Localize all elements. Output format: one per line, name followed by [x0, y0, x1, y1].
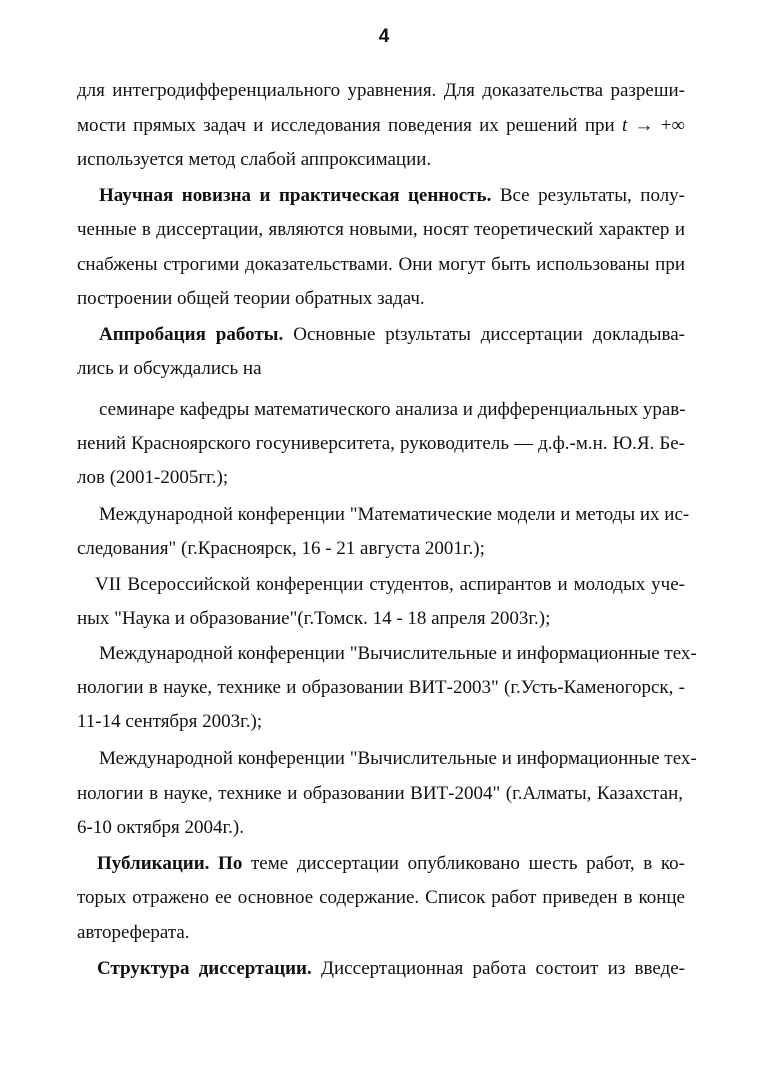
- text-line: ченные в диссертации, являются новыми, носят теоретический характер и: [77, 219, 685, 240]
- text-line: Международной конференции "Математические модели и методы их ис-: [99, 504, 690, 525]
- text-line: ных "Наука и образование"(г.Томск. 14 - 18 апреля 2003г.);: [77, 608, 551, 629]
- text-line: 11-14 сентября 2003г.);: [77, 711, 263, 732]
- text-line: автореферата.: [77, 922, 190, 943]
- text-line-with-math: [77, 114, 685, 138]
- text-line: 6-10 октября 2004г.).: [77, 817, 244, 838]
- section-heading: Научная новизна и практическая ценность.: [99, 185, 492, 206]
- text-line: семинаре кафедры математического анализа и дифференциальных урав-: [99, 399, 686, 420]
- text-segment: Диссертационная работа состоит из введе-: [321, 958, 686, 979]
- text-line: нологии в науке, технике и образовании ВИТ-2003" (г.Усть-Каменогорск, -: [77, 677, 685, 698]
- math-variable: t: [621, 115, 628, 136]
- text-line: нений Красноярского госуниверситета, руководитель — д.ф.-м.н. Ю.Я. Бе-: [77, 433, 685, 454]
- page-number: 4: [378, 26, 390, 47]
- text-line: лись и обсуждались на: [77, 358, 262, 379]
- section-heading: Публикации. По: [97, 853, 243, 874]
- text-segment: теме диссертации опубликовано шесть работ, в ко-: [251, 853, 685, 874]
- paragraph-first-line: [99, 184, 685, 208]
- section-heading: Аппробация работы.: [99, 324, 284, 345]
- text-line: VII Всероссийской конференции студентов, аспирантов и молодых уче-: [95, 574, 685, 595]
- section-heading: Структура диссертации.: [97, 958, 312, 979]
- text-line: используется метод слабой аппроксимации.: [77, 149, 432, 170]
- text-line: построении общей теории обратных задач.: [77, 288, 425, 309]
- paragraph-first-line: [97, 852, 685, 876]
- text-line: следования" (г.Красноярск, 16 - 21 августа 2001г.);: [77, 538, 485, 559]
- text-line: торых отражено ее основное содержание. Список работ приведен в конце: [77, 887, 685, 908]
- math-limit: → +∞: [634, 115, 686, 136]
- text-line: нологии в науке, технике и образовании ВИТ-2004" (г.Алматы, Казахстан,: [77, 783, 683, 804]
- paragraph-first-line: [99, 323, 685, 347]
- text-line: Международной конференции "Вычислительные и информационные тех-: [99, 748, 697, 769]
- paragraph-first-line: [97, 957, 685, 981]
- text-line: для интегродифференциального уравнения. Для доказательства разреши-: [77, 80, 685, 101]
- text-segment: Все результаты, полу-: [499, 185, 686, 206]
- text-segment: мости прямых задач и исследования поведения их решений при: [77, 115, 615, 136]
- text-line: лов (2001-2005гг.);: [77, 467, 229, 488]
- text-segment: Основные рtзультаты диссертации докладыва-: [293, 324, 686, 345]
- text-line: Международной конференции "Вычислительные и информационные тех-: [99, 643, 697, 664]
- text-line: снабжены строгими доказательствами. Они могут быть использованы при: [77, 254, 685, 275]
